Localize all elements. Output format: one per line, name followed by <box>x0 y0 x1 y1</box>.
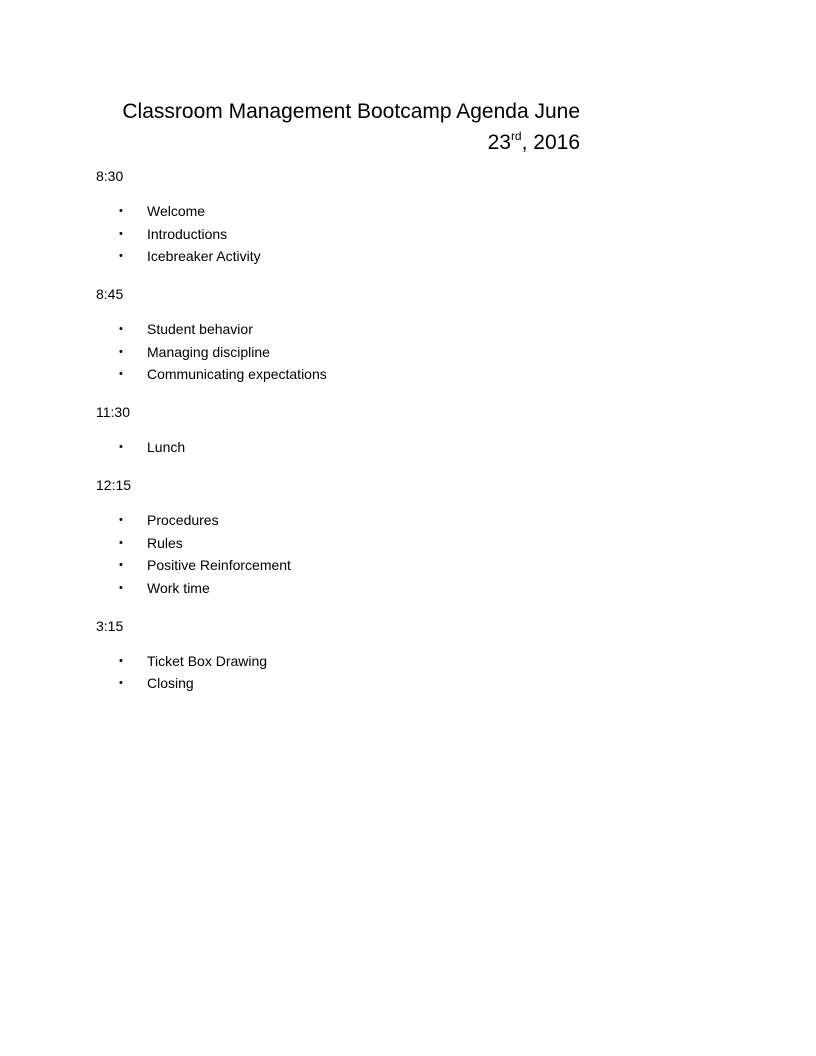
agenda-item-list <box>96 510 696 598</box>
bullet-icon: • <box>119 581 123 594</box>
agenda-item <box>96 651 696 671</box>
agenda-item <box>96 533 696 553</box>
agenda-item <box>96 437 696 457</box>
bullet-icon: • <box>119 677 123 689</box>
agenda-item <box>96 510 696 530</box>
agenda-item-list <box>96 651 696 694</box>
document-title <box>100 96 580 158</box>
agenda-item <box>96 224 696 244</box>
agenda-item <box>96 555 696 575</box>
agenda-item-text: Welcome <box>147 203 206 219</box>
agenda-item-text: Ticket Box Drawing <box>147 652 268 669</box>
agenda-time: 8:30 <box>96 168 124 184</box>
bullet-icon: • <box>119 654 123 667</box>
bullet-icon: • <box>119 536 123 549</box>
agenda <box>96 166 696 711</box>
agenda-item-text: Procedures <box>147 512 219 528</box>
agenda-item-text: Closing <box>147 675 194 691</box>
agenda-item-list <box>96 201 696 266</box>
agenda-item <box>96 201 696 221</box>
agenda-item-text: Rules <box>147 534 183 551</box>
bullet-icon: • <box>119 559 123 571</box>
agenda-block-2 <box>96 284 696 384</box>
bullet-icon: • <box>119 441 123 453</box>
agenda-item-list <box>96 319 696 384</box>
agenda-time: 11:30 <box>96 404 130 420</box>
agenda-block-5 <box>96 616 696 694</box>
agenda-block-4 <box>96 475 696 598</box>
agenda-item-text: Introductions <box>147 225 228 242</box>
agenda-item-text: Managing discipline <box>147 343 270 360</box>
bullet-icon: • <box>119 345 123 358</box>
agenda-item-text: Communicating expectations <box>147 366 327 382</box>
agenda-time: 3:15 <box>96 617 124 634</box>
agenda-item-list <box>96 437 696 457</box>
agenda-item <box>96 578 696 598</box>
agenda-item-text: Icebreaker Activity <box>147 248 261 264</box>
bullet-icon: • <box>119 205 123 217</box>
bullet-icon: • <box>119 227 123 240</box>
bullet-icon: • <box>119 368 123 380</box>
agenda-time: 8:45 <box>96 286 124 302</box>
title-year: , 2016 <box>521 131 580 154</box>
title-ordinal: rd <box>510 129 522 143</box>
agenda-item-text: Student behavior <box>147 321 253 337</box>
agenda-item <box>96 319 696 339</box>
agenda-item-text: Positive Reinforcement <box>147 557 291 573</box>
agenda-item <box>96 342 696 362</box>
agenda-time: 12:15 <box>96 477 132 493</box>
agenda-item-text: Work time <box>147 579 210 596</box>
agenda-block-1 <box>96 166 696 266</box>
agenda-item <box>96 246 696 266</box>
agenda-block-3 <box>96 402 696 457</box>
title-main: Classroom Management Bootcamp Agenda June <box>122 100 580 123</box>
bullet-icon: • <box>119 250 123 262</box>
agenda-item-text: Lunch <box>147 439 186 455</box>
bullet-icon: • <box>119 323 123 335</box>
agenda-item <box>96 364 696 384</box>
bullet-icon: • <box>119 514 123 526</box>
title-day: 23 <box>487 131 511 154</box>
agenda-item <box>96 673 696 693</box>
